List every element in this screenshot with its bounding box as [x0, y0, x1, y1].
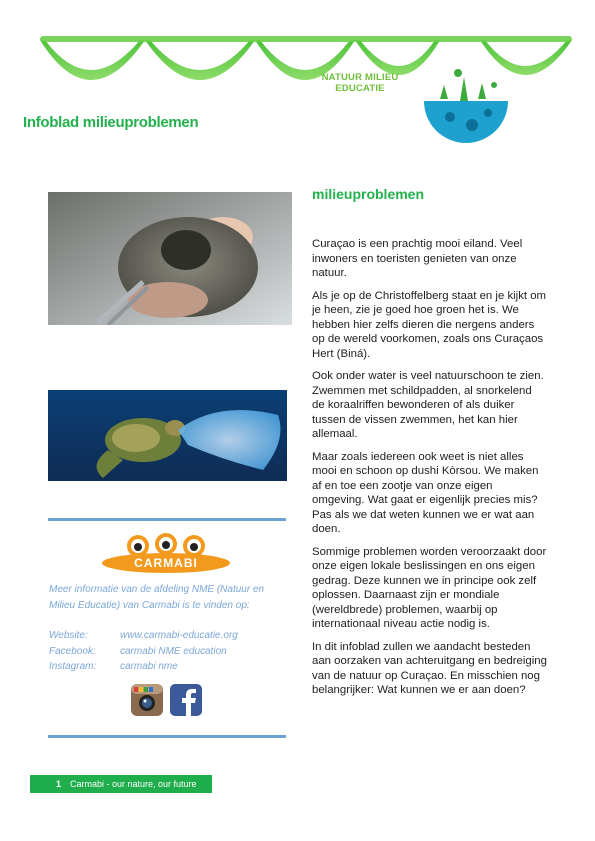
footer-bar [30, 775, 212, 793]
section-title: milieuproblemen [312, 186, 425, 202]
paragraph: Maar zoals iedereen ook weet is niet alles mooi en schoon op dushi Kòrsou. We maken af en toe een zootje van onze eigen omgeving. Wat gaat er eigenlijk precies mis? Pas als we dat weten kunnen we er wat aan doen. [312, 450, 539, 535]
contact-row-instagram [49, 661, 289, 675]
sidebar-info-text: Meer informatie van de afdeling NME (Natuur en Milieu Educatie) van Carmabi is te vinden op: [49, 584, 265, 611]
contact-row-website [49, 630, 289, 644]
page-number: 1 [56, 779, 62, 789]
nme-globe-logo [420, 55, 512, 147]
carmabi-logo [100, 533, 232, 575]
facebook-link[interactable]: carmabi NME education [120, 646, 227, 657]
paragraph: Curaçao is een prachtig mooi eiland. Veel inwoners en toeristen genieten van onze natuur. [312, 238, 523, 279]
sea-turtle-plastic-bag-photo [48, 390, 287, 481]
sea-turtle-plastic-removal-photo [48, 192, 292, 325]
logo-text-line2: EDUCATIE [335, 83, 385, 94]
facebook-icon[interactable] [169, 683, 203, 717]
contact-row-facebook [49, 646, 289, 660]
nme-logo-text [314, 72, 406, 94]
sidebar-divider-top [48, 518, 286, 521]
instagram-link[interactable]: carmabi nme [120, 661, 178, 672]
paragraph: In dit infoblad zullen we aandacht besteden aan oorzaken van achteruitgang en bedreiging van de natuur op Curaçao. En misschien nog belangrijker: Wat kunnen we er aan doen? [312, 640, 547, 696]
logo-text-line1: NATUUR MILIEU [321, 72, 399, 83]
footer-text: Carmabi - our nature, our future [70, 779, 197, 789]
contact-label: Instagram: [49, 661, 97, 672]
paragraph: Sommige problemen worden veroorzaakt door onze eigen lokale beslissingen en ons eigen gedrag. Deze kunnen we in principe ook zelf oplossen. Daarnaast zijn er mondiale (wereldbrede) problemen, waarbij op internationaal niveau actie nodig is. [312, 545, 547, 630]
paragraph: Ook onder water is veel natuurschoon te zien. Zwemmen met schildpadden, al snorkelend de koraalriffen bewonderen of als duiker tussen de vissen zwemmen, het kan hier allemaal. [312, 370, 544, 440]
paragraph: Als je op de Christoffelberg staat en je kijkt om je heen, zie je goed hoe groen het is. We hebben hier zelfs dieren die nergens anders op de wereld voorkomen, zoals ons Curaçaos Hert (Biná). [312, 289, 547, 360]
main-body-text [312, 237, 547, 706]
carmabi-logo-text: CARMABI [134, 556, 198, 570]
contact-label: Facebook: [49, 646, 96, 657]
document-title: Infoblad milieuproblemen [23, 114, 199, 131]
instagram-icon[interactable] [130, 683, 164, 717]
sidebar-divider-bottom [48, 735, 286, 738]
contact-label: Website: [49, 630, 88, 641]
website-link[interactable]: www.carmabi-educatie.org [120, 630, 238, 641]
